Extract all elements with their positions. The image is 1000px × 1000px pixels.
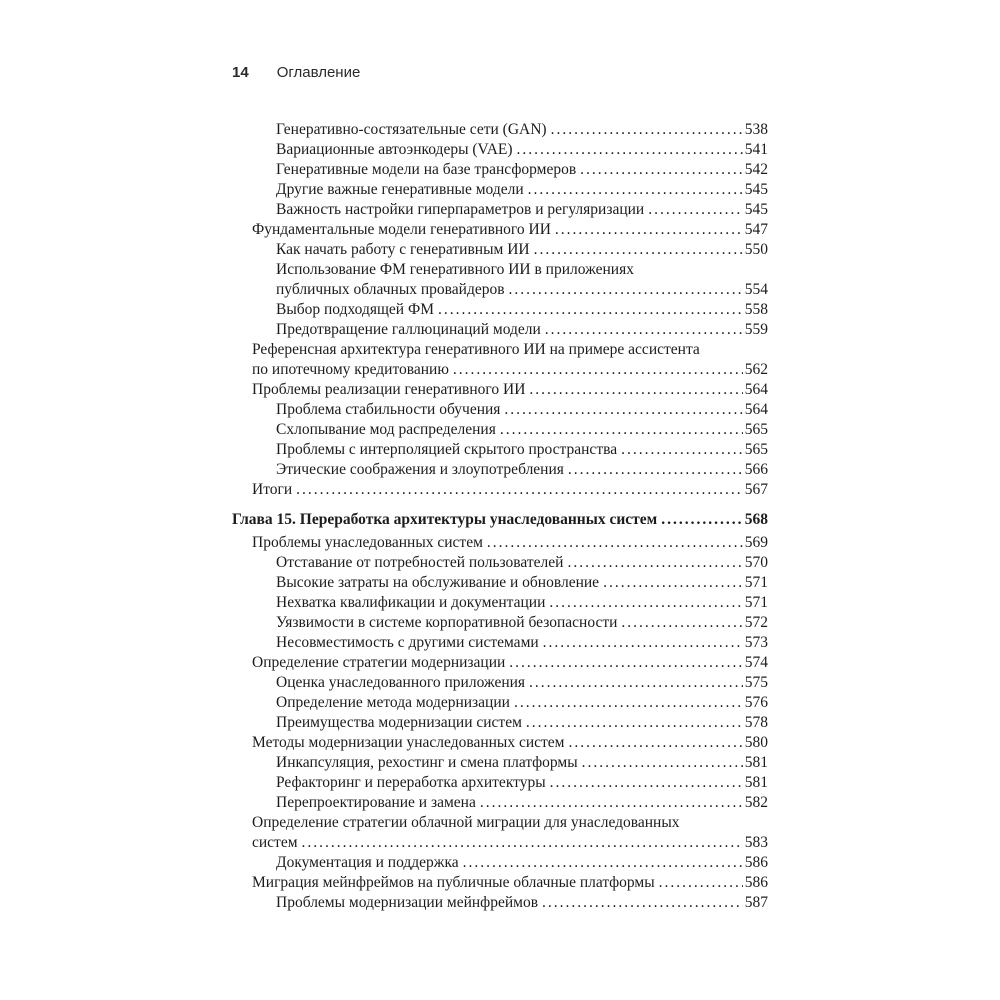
toc-entry-title: Инкапсуляция, рехостинг и смена платформы (276, 754, 578, 771)
dot-leader (500, 420, 743, 440)
dot-leader (302, 833, 743, 853)
toc-entry-title: Использование ФМ генеративного ИИ в приложениях (276, 261, 634, 278)
toc-entry-row (232, 553, 768, 573)
toc-entry-title: Проблемы с интерполяцией скрытого пространства (276, 441, 618, 458)
toc-entry-title: Другие важные генеративные модели (276, 181, 524, 198)
dot-leader (542, 893, 743, 913)
toc-entry-row (232, 420, 768, 440)
dot-leader (545, 320, 743, 340)
toc-entry-row (232, 260, 768, 280)
toc-entry-row (232, 360, 768, 380)
toc-page-number: 574 (744, 654, 768, 671)
running-head-title: Оглавление (276, 64, 361, 81)
dot-leader (648, 200, 743, 220)
dot-leader (480, 793, 743, 813)
toc-entry-title: Перепроектирование и замена (276, 794, 476, 811)
toc-entry-title: Документация и поддержка (276, 854, 459, 871)
toc-entry-title: Этические соображения и злоупотребления (276, 461, 564, 478)
toc-entry-row (232, 753, 768, 773)
dot-leader (487, 533, 743, 553)
dot-leader (529, 380, 742, 400)
toc-page-number: 582 (744, 794, 768, 811)
dot-leader (534, 240, 743, 260)
toc-entry-row (232, 160, 768, 180)
toc-page-number: 565 (744, 421, 768, 438)
toc-page-number: 578 (744, 714, 768, 731)
dot-leader (621, 613, 742, 633)
toc-page-number: 562 (744, 361, 768, 378)
dot-leader (463, 853, 743, 873)
toc-entry-title: Вариационные автоэнкодеры (VAE) (276, 141, 513, 158)
dot-leader (603, 573, 743, 593)
toc-page-number: 587 (744, 894, 768, 911)
toc-entry-title: Рефакторинг и переработка архитектуры (276, 774, 546, 791)
toc-entry-title: Уязвимости в системе корпоративной безопасности (276, 614, 618, 631)
toc-page-number: 571 (744, 574, 768, 591)
toc-entry-row (232, 853, 768, 873)
toc-page-number: 559 (744, 321, 768, 338)
dot-leader (568, 460, 743, 480)
toc-page-number: 554 (744, 281, 768, 298)
toc-entry-title: Определение стратегии модернизации (252, 654, 506, 671)
toc-entry-title: Методы модернизации унаследованных систем (252, 734, 565, 751)
toc-entry-title: Схлопывание мод распределения (276, 421, 496, 438)
toc-entry-row (232, 120, 768, 140)
toc-entry-title: Оценка унаследованного приложения (276, 674, 526, 691)
toc-entry-row (232, 733, 768, 753)
dot-leader (438, 300, 743, 320)
toc-page-number: 586 (744, 874, 768, 891)
toc-entry-row (232, 400, 768, 420)
toc-entry-title: Определение метода модернизации (276, 694, 510, 711)
toc-entry-row (232, 873, 768, 893)
dot-leader (514, 693, 743, 713)
toc-entry-title: Определение стратегии облачной миграции для унаследованных (252, 814, 680, 831)
dot-leader (659, 873, 743, 893)
toc-entry-row (232, 380, 768, 400)
toc-page-number: 564 (744, 381, 768, 398)
dot-leader (526, 713, 743, 733)
toc-entry-title: Референсная архитектура генеративного ИИ на примере ассистента (252, 341, 700, 358)
toc-entry-row (232, 573, 768, 593)
running-head-page-number: 14 (232, 64, 249, 81)
dot-leader (529, 673, 743, 693)
toc-list (232, 120, 768, 913)
toc-entry-title: Фундаментальные модели генеративного ИИ (252, 221, 551, 238)
dot-leader (555, 220, 743, 240)
dot-leader (580, 160, 743, 180)
toc-entry-row (232, 280, 768, 300)
toc-page-number: 569 (744, 534, 768, 551)
running-head (232, 64, 360, 81)
toc-entry-row (232, 320, 768, 340)
toc-entry-row (232, 440, 768, 460)
toc-entry-row (232, 673, 768, 693)
dot-leader (543, 633, 743, 653)
dot-leader (549, 593, 742, 613)
toc-page-number: 545 (744, 201, 768, 218)
toc-entry-title: Нехватка квалификации и документации (276, 594, 546, 611)
toc-entry-title: Проблемы унаследованных систем (252, 534, 483, 551)
toc-entry-row (232, 833, 768, 853)
dot-leader (568, 733, 742, 753)
toc-page-number: 564 (744, 401, 768, 418)
dot-leader (453, 360, 743, 380)
toc-entry-row (232, 340, 768, 360)
toc-page-number: 571 (744, 594, 768, 611)
toc-page-number: 573 (744, 634, 768, 651)
toc-page-number: 566 (744, 461, 768, 478)
toc-page-number: 567 (744, 481, 768, 498)
toc-entry-row (232, 200, 768, 220)
toc-entry-title: Выбор подходящей ФМ (276, 301, 434, 318)
toc-entry-row (232, 240, 768, 260)
toc-entry-title: Проблема стабильности обучения (276, 401, 501, 418)
toc-page-number: 576 (744, 694, 768, 711)
toc-entry-row (232, 460, 768, 480)
toc-entry-title: Глава 15. Переработка архитектуры унаследованных систем (232, 511, 658, 528)
toc-entry-title: Миграция мейнфреймов на публичные облачные платформы (252, 874, 655, 891)
toc-entry-row (232, 593, 768, 613)
toc-chapter-row (232, 510, 768, 530)
toc-entry-title: Проблемы реализации генеративного ИИ (252, 381, 526, 398)
toc-entry-row (232, 693, 768, 713)
toc-entry-title: Как начать работу с генеративным ИИ (276, 241, 530, 258)
toc-entry-title: систем (252, 834, 298, 851)
toc-entry-row (232, 813, 768, 833)
toc-entry-row (232, 480, 768, 500)
toc-page-number: 565 (744, 441, 768, 458)
toc-entry-title: публичных облачных провайдеров (276, 281, 505, 298)
toc-page-number: 586 (744, 854, 768, 871)
toc-entry-row (232, 773, 768, 793)
dot-leader (517, 140, 743, 160)
toc-entry-row (232, 533, 768, 553)
dot-leader (296, 480, 743, 500)
toc-entry-row (232, 633, 768, 653)
toc-page-number: 580 (744, 734, 768, 751)
toc-page-number: 547 (744, 221, 768, 238)
toc-page-number: 575 (744, 674, 768, 691)
toc-page-number: 568 (744, 511, 768, 528)
toc-page-number: 581 (744, 774, 768, 791)
dot-leader (621, 440, 743, 460)
toc-entry-title: Проблемы модернизации мейнфреймов (276, 894, 539, 911)
toc-entry-title: Отставание от потребностей пользователей (276, 554, 564, 571)
toc-entry-row (232, 713, 768, 733)
toc-entry-title: Генеративные модели на базе трансформеров (276, 161, 577, 178)
toc-entry-title: Итоги (252, 481, 293, 498)
toc-page-number: 550 (744, 241, 768, 258)
toc-entry-title: Важность настройки гиперпараметров и регуляризации (276, 201, 645, 218)
dot-leader (567, 553, 742, 573)
toc-entry-row (232, 613, 768, 633)
toc-page-number: 572 (744, 614, 768, 631)
toc-entry-row (232, 653, 768, 673)
toc-page-number: 541 (744, 141, 768, 158)
dot-leader (582, 753, 743, 773)
dot-leader (504, 400, 742, 420)
dot-leader (509, 280, 743, 300)
dot-leader (528, 180, 743, 200)
toc-entry-title: Генеративно-состязательные сети (GAN) (276, 121, 547, 138)
toc-entry-title: по ипотечному кредитованию (252, 361, 449, 378)
toc-entry-title: Высокие затраты на обслуживание и обновление (276, 574, 600, 591)
dot-leader (551, 120, 743, 140)
toc-entry-row (232, 793, 768, 813)
toc-entry-row (232, 300, 768, 320)
toc-page-number: 542 (744, 161, 768, 178)
dot-leader (550, 773, 743, 793)
toc-page-number: 570 (744, 554, 768, 571)
toc-page-number: 538 (744, 121, 768, 138)
toc-page-number: 581 (744, 754, 768, 771)
toc-page-number: 558 (744, 301, 768, 318)
toc-entry-row (232, 140, 768, 160)
dot-leader (509, 653, 742, 673)
toc-entry-row (232, 220, 768, 240)
toc-entry-row (232, 180, 768, 200)
toc-entry-title: Предотвращение галлюцинаций модели (276, 321, 541, 338)
toc-entry-title: Несовместимость с другими системами (276, 634, 539, 651)
toc-entry-row (232, 893, 768, 913)
toc-page-number: 583 (744, 834, 768, 851)
toc-entry-title: Преимущества модернизации систем (276, 714, 522, 731)
toc-page-number: 545 (744, 181, 768, 198)
dot-leader (661, 510, 743, 530)
